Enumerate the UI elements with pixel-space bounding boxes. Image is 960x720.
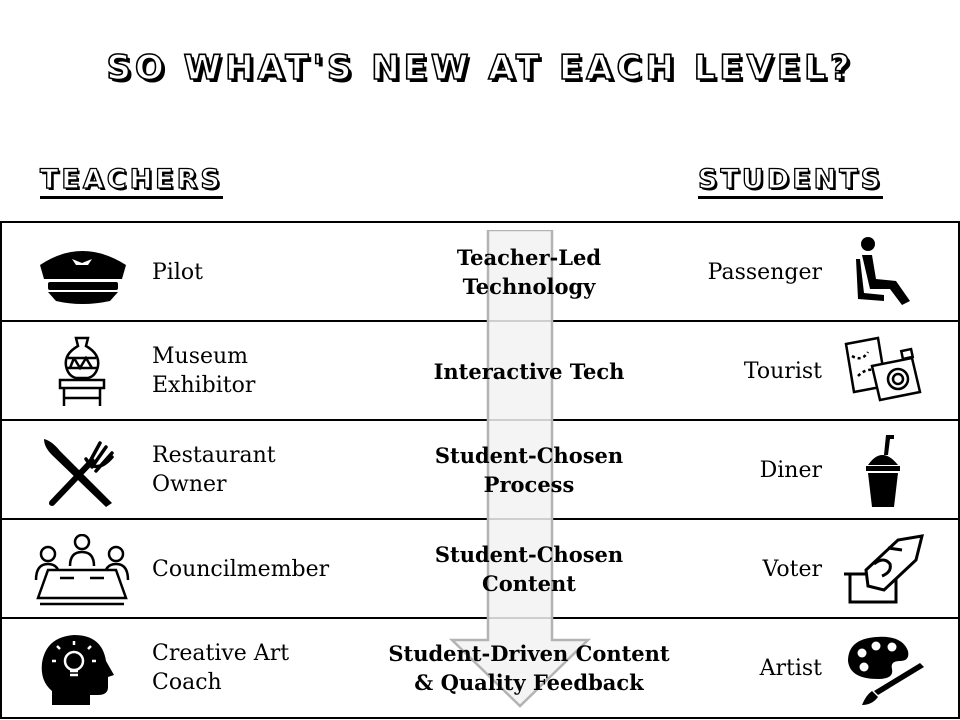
level-row-restaurant xyxy=(0,419,960,519)
level-label: Student-Chosen Content xyxy=(434,542,624,596)
student-role: Tourist xyxy=(743,358,822,384)
level-row-council xyxy=(0,518,960,618)
teachers-heading: TEACHERS xyxy=(40,164,223,195)
level-row-art xyxy=(0,617,960,719)
teacher-role: Restaurant Owner xyxy=(152,443,276,497)
teacher-role: Museum Exhibitor xyxy=(152,344,256,398)
knife-fork-icon xyxy=(30,435,134,507)
seated-passenger-icon xyxy=(838,237,928,309)
teacher-role: Councilmember xyxy=(152,556,330,582)
level-label: Student-Driven Content & Quality Feedback xyxy=(388,641,670,695)
palette-brush-icon xyxy=(838,633,928,705)
student-role: Voter xyxy=(762,556,822,582)
teacher-role: Pilot xyxy=(152,259,203,285)
page-title: SO WHAT'S NEW AT EACH LEVEL? xyxy=(106,48,854,88)
levels-table xyxy=(0,221,960,720)
students-heading: STUDENTS xyxy=(698,164,884,195)
camera-map-icon xyxy=(838,336,928,408)
lightbulb-head-icon xyxy=(30,633,134,705)
student-role: Diner xyxy=(759,457,822,483)
meeting-table-icon xyxy=(30,534,134,606)
level-label: Teacher-Led Technology xyxy=(456,245,602,299)
level-row-museum xyxy=(0,320,960,420)
level-row-pilot xyxy=(0,221,960,321)
teacher-role: Creative Art Coach xyxy=(152,641,290,695)
drink-cup-icon xyxy=(838,435,928,507)
level-label: Interactive Tech xyxy=(433,358,625,384)
student-role: Artist xyxy=(759,655,822,681)
level-label: Student-Chosen Process xyxy=(434,443,624,497)
pilot-hat-icon xyxy=(30,237,134,309)
student-role: Passenger xyxy=(707,259,822,285)
ballot-box-icon xyxy=(838,534,928,606)
vase-on-pedestal-icon xyxy=(30,336,134,408)
